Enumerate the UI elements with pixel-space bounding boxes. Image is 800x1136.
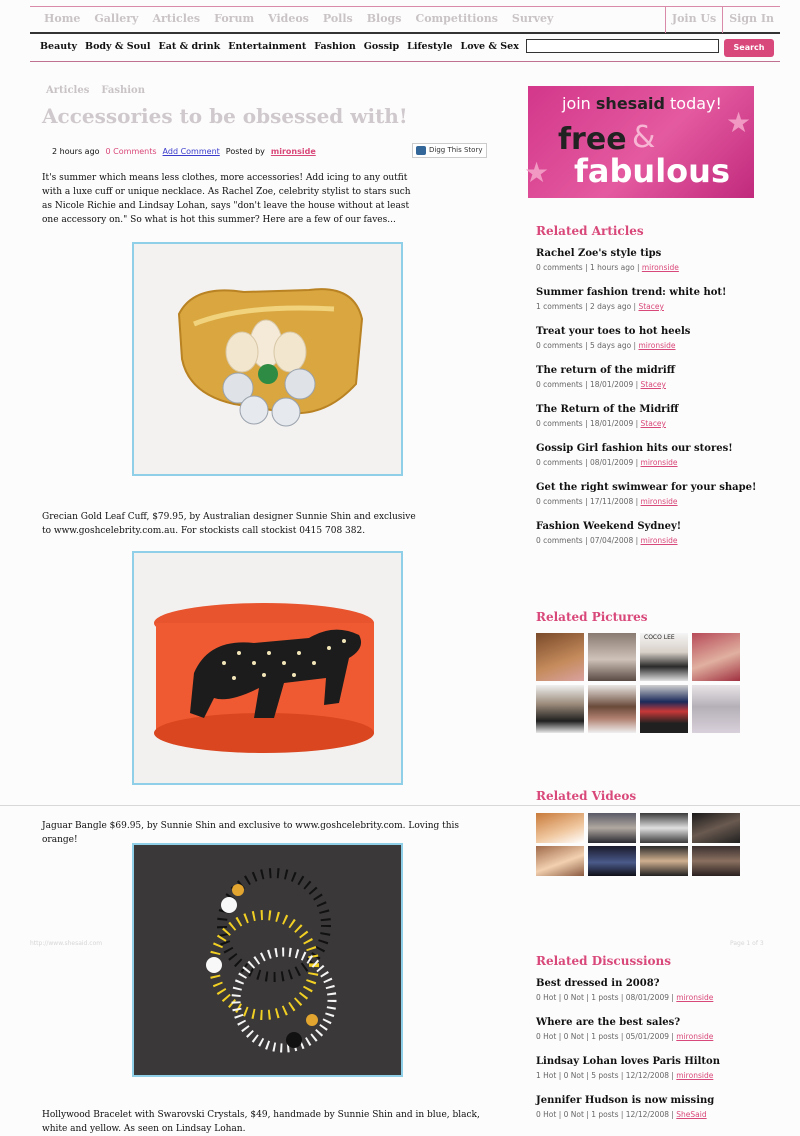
category-entertainment[interactable]: Entertainment [228, 41, 307, 52]
category-nav [30, 36, 780, 62]
related-article-meta: 0 comments | 18/01/2009 | Stacey [536, 380, 666, 389]
nav-gallery[interactable]: Gallery [94, 12, 139, 25]
related-article-title[interactable]: Get the right swimwear for your shape! [536, 482, 757, 493]
article-meta [52, 147, 316, 156]
digg-button[interactable] [412, 143, 487, 158]
nav-articles[interactable]: Articles [152, 12, 201, 25]
picture-thumb[interactable] [640, 633, 688, 681]
main-menu [44, 12, 553, 25]
video-thumb[interactable] [640, 813, 688, 843]
related-article-title[interactable]: Rachel Zoe's style tips [536, 248, 662, 259]
related-article-meta: 1 comments | 2 days ago | Stacey [536, 302, 664, 311]
discussion-meta: 0 Hot | 0 Not | 1 posts | 05/01/2009 | mironside [536, 1032, 714, 1041]
breadcrumb-articles[interactable]: Articles [46, 85, 90, 96]
caption-hollywood-bracelet: Hollywood Bracelet with Swarovski Crystals, $49, handmade by Sunnie Shin and in blue, black, white and yellow. As seen on Lindsay Lohan. [42, 1110, 480, 1134]
star-icon: ★ [726, 106, 752, 139]
related-article-user[interactable]: mironside [640, 536, 678, 545]
add-comment-link[interactable]: Add Comment [162, 147, 220, 156]
article-intro: It's summer which means less clothes, more accessories! Add icing to any outfit with a luxe cuff or unique necklace. As Rachel Zoe, celebrity stylist to stars such as Nicole Richie and Lindsay Lohan, says "don't leave the house without at least one accessory on." So what is hot this summer? Here are a few of our faves... [42, 173, 411, 225]
related-article-title[interactable]: The return of the midriff [536, 365, 675, 376]
video-thumb[interactable] [692, 846, 740, 876]
gold-cuff-image [134, 244, 401, 474]
video-thumb[interactable] [536, 846, 584, 876]
jaguar-bangle-photo [132, 551, 403, 785]
caption-gold-cuff: Grecian Gold Leaf Cuff, $79.95, by Australian designer Sunnie Shin and exclusive to www.goshcelebrity.com.au. For stockists call stockist 0415 708 382. [42, 512, 416, 536]
picture-thumb[interactable] [588, 633, 636, 681]
discussion-meta: 0 Hot | 0 Not | 1 posts | 08/01/2009 | mironside [536, 993, 714, 1002]
hollywood-bracelet-photo [132, 843, 403, 1077]
related-article-user[interactable]: mironside [640, 458, 678, 467]
related-article-user[interactable]: Stacey [638, 302, 664, 311]
discussion-user[interactable]: mironside [676, 993, 714, 1002]
search-input[interactable] [526, 39, 719, 53]
scan-seam [0, 805, 800, 806]
comment-count[interactable]: 0 Comments [105, 147, 157, 156]
account-menu [665, 7, 780, 33]
top-nav [30, 6, 780, 34]
related-pictures-grid [536, 633, 740, 733]
related-article-title[interactable]: Summer fashion trend: white hot! [536, 287, 727, 298]
discussion-title[interactable]: Lindsay Lohan loves Paris Hilton [536, 1056, 720, 1067]
jaguar-bangle-image [134, 553, 401, 783]
related-pictures-heading: Related Pictures [536, 610, 648, 624]
breadcrumb-fashion[interactable]: Fashion [101, 85, 145, 96]
picture-thumb[interactable] [692, 685, 740, 733]
related-article [536, 482, 786, 506]
picture-thumb[interactable] [588, 685, 636, 733]
hollywood-bracelet-image [134, 845, 401, 1075]
related-article [536, 287, 786, 311]
caption-jaguar-bangle: Jaguar Bangle $69.95, by Sunnie Shin and exclusive to www.goshcelebrity.com. Loving this orange! [42, 821, 460, 845]
nav-competitions[interactable]: Competitions [415, 12, 498, 25]
picture-thumb[interactable] [536, 685, 584, 733]
nav-polls[interactable]: Polls [322, 12, 353, 25]
article-title: Accessories to be obsessed with! [42, 104, 408, 128]
category-love-sex[interactable]: Love & Sex [460, 41, 519, 52]
related-article-user[interactable]: mironside [640, 497, 678, 506]
nav-blogs[interactable]: Blogs [366, 12, 402, 25]
picture-thumb-label: COCO LEE [644, 634, 675, 641]
banner-free: free [558, 122, 627, 157]
category-body-soul[interactable]: Body & Soul [85, 41, 151, 52]
discussion-user[interactable]: mironside [676, 1071, 714, 1080]
related-article-meta: 0 comments | 5 days ago | mironside [536, 341, 676, 350]
related-article-user[interactable]: mironside [641, 263, 679, 272]
related-article [536, 326, 786, 350]
related-article-title[interactable]: Fashion Weekend Sydney! [536, 521, 682, 532]
video-thumb[interactable] [588, 813, 636, 843]
banner-amp: & [632, 120, 656, 155]
related-article-meta: 0 comments | 08/01/2009 | mironside [536, 458, 678, 467]
related-article-title[interactable]: Gossip Girl fashion hits our stores! [536, 443, 733, 454]
digg-label: Digg This Story [429, 146, 483, 154]
print-footer-url: http://www.shesaid.com [30, 940, 103, 947]
related-article-meta: 0 comments | 1 hours ago | mironside [536, 263, 679, 272]
search-button[interactable]: Search [724, 39, 774, 57]
related-discussion [536, 1095, 786, 1119]
related-article-user[interactable]: mironside [638, 341, 676, 350]
related-discussion [536, 978, 786, 1002]
video-thumb[interactable] [588, 846, 636, 876]
video-thumb[interactable] [536, 813, 584, 843]
category-gossip[interactable]: Gossip [363, 41, 400, 52]
related-article-meta: 0 comments | 17/11/2008 | mironside [536, 497, 678, 506]
discussion-meta: 1 Hot | 0 Not | 5 posts | 12/12/2008 | mironside [536, 1071, 714, 1080]
nav-home[interactable]: Home [44, 12, 81, 25]
related-discussion [536, 1056, 786, 1080]
related-discussion [536, 1017, 786, 1041]
breadcrumb [46, 85, 145, 96]
video-thumb[interactable] [640, 846, 688, 876]
discussion-title[interactable]: Best dressed in 2008? [536, 978, 660, 989]
nav-videos[interactable]: Videos [268, 12, 309, 25]
related-article-meta: 0 comments | 07/04/2008 | mironside [536, 536, 678, 545]
related-article [536, 521, 786, 545]
post-time: 2 hours ago [52, 147, 100, 156]
related-article [536, 248, 786, 272]
digg-icon [416, 146, 426, 155]
related-videos-heading: Related Videos [536, 789, 637, 803]
related-article [536, 443, 786, 467]
print-footer-page: Page 1 of 3 [730, 940, 764, 947]
related-article-meta: 0 comments | 18/01/2009 | Stacey [536, 419, 666, 428]
category-eat-drink[interactable]: Eat & drink [158, 41, 221, 52]
related-article [536, 365, 786, 389]
related-article-title[interactable]: The Return of the Midriff [536, 404, 679, 415]
nav-forum[interactable]: Forum [214, 12, 255, 25]
join-us-link[interactable]: Join Us [665, 7, 722, 33]
banner-join-text: join shesaid today! [562, 94, 722, 113]
video-thumb[interactable] [692, 813, 740, 843]
posted-by-label: Posted by [225, 147, 265, 156]
author-link[interactable]: mironside [270, 147, 316, 156]
picture-thumb[interactable] [640, 685, 688, 733]
star-icon: ★ [524, 156, 550, 189]
related-article-user[interactable]: Stacey [640, 419, 666, 428]
banner-fabulous: fabulous [574, 152, 730, 190]
discussion-title[interactable]: Jennifer Hudson is now missing [536, 1095, 715, 1106]
picture-thumb[interactable] [692, 633, 740, 681]
gold-cuff-photo [132, 242, 403, 476]
category-beauty[interactable]: Beauty [40, 41, 78, 52]
sign-in-link[interactable]: Sign In [722, 7, 780, 33]
discussion-title[interactable]: Where are the best sales? [536, 1017, 681, 1028]
related-article [536, 404, 786, 428]
category-fashion[interactable]: Fashion [314, 41, 356, 52]
related-article-title[interactable]: Treat your toes to hot heels [536, 326, 691, 337]
related-article-user[interactable]: Stacey [640, 380, 666, 389]
related-videos-grid [536, 813, 740, 876]
nav-survey[interactable]: Survey [511, 12, 554, 25]
join-banner[interactable] [524, 86, 754, 198]
discussion-user[interactable]: SheSaid [676, 1110, 707, 1119]
picture-thumb[interactable] [536, 633, 584, 681]
discussion-meta: 0 Hot | 0 Not | 1 posts | 12/12/2008 | SheSaid [536, 1110, 707, 1119]
category-lifestyle[interactable]: Lifestyle [407, 41, 453, 52]
discussion-user[interactable]: mironside [676, 1032, 714, 1041]
related-articles-heading: Related Articles [536, 224, 644, 238]
related-discussions-heading: Related Discussions [536, 954, 671, 968]
